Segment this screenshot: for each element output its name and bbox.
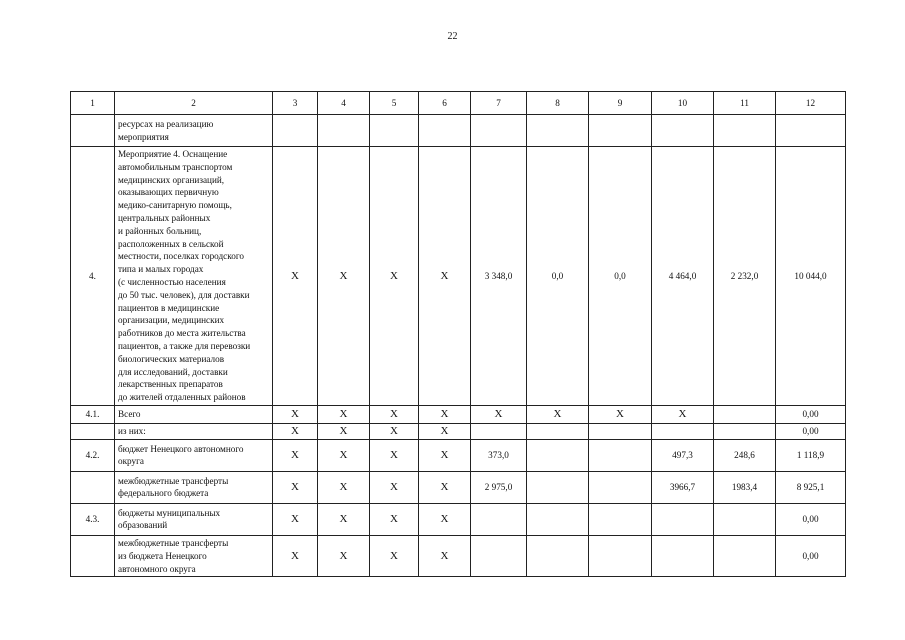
row-description-cell: межбюджетные трансферты федерального бюджета xyxy=(115,471,273,503)
value-cell: X xyxy=(273,405,318,423)
row-description-cell: бюджеты муниципальных образований xyxy=(115,503,273,535)
value-cell: 8 925,1 xyxy=(776,471,846,503)
row-number-cell: 4.1. xyxy=(71,405,115,423)
col-header: 11 xyxy=(714,92,776,115)
value-cell: X xyxy=(471,405,527,423)
value-cell xyxy=(714,405,776,423)
value-cell: 0,0 xyxy=(527,147,589,406)
row-number-cell: 4.3. xyxy=(71,503,115,535)
value-cell xyxy=(589,471,652,503)
value-cell: X xyxy=(318,439,370,471)
value-cell: X xyxy=(318,471,370,503)
value-cell: X xyxy=(370,471,419,503)
header-row xyxy=(71,92,846,115)
value-cell: X xyxy=(419,471,471,503)
value-cell xyxy=(589,115,652,147)
value-cell: 1 118,9 xyxy=(776,439,846,471)
value-cell: X xyxy=(318,503,370,535)
value-cell: 2 975,0 xyxy=(471,471,527,503)
table-row xyxy=(71,439,846,471)
table-row xyxy=(71,423,846,439)
col-header: 2 xyxy=(115,92,273,115)
value-cell xyxy=(714,503,776,535)
value-cell: X xyxy=(419,439,471,471)
value-cell: X xyxy=(370,405,419,423)
value-cell xyxy=(589,535,652,576)
value-cell xyxy=(589,439,652,471)
value-cell xyxy=(652,423,714,439)
col-header: 12 xyxy=(776,92,846,115)
row-number-cell xyxy=(71,471,115,503)
value-cell xyxy=(714,423,776,439)
value-cell xyxy=(471,535,527,576)
value-cell: 0,0 xyxy=(589,147,652,406)
col-header: 5 xyxy=(370,92,419,115)
value-cell: X xyxy=(419,405,471,423)
row-number-cell: 4. xyxy=(71,147,115,406)
value-cell: 0,00 xyxy=(776,503,846,535)
row-description-cell: межбюджетные трансферты из бюджета Ненецкого автономного округа xyxy=(115,535,273,576)
value-cell: X xyxy=(370,147,419,406)
value-cell xyxy=(589,503,652,535)
value-cell xyxy=(589,423,652,439)
value-cell: X xyxy=(273,503,318,535)
value-cell: 373,0 xyxy=(471,439,527,471)
value-cell: X xyxy=(273,439,318,471)
value-cell: X xyxy=(318,147,370,406)
row-number-cell xyxy=(71,535,115,576)
value-cell: 4 464,0 xyxy=(652,147,714,406)
value-cell xyxy=(652,503,714,535)
value-cell xyxy=(527,535,589,576)
row-description-cell: Всего xyxy=(115,405,273,423)
value-cell: 497,3 xyxy=(652,439,714,471)
col-header: 9 xyxy=(589,92,652,115)
col-header: 10 xyxy=(652,92,714,115)
value-cell: 248,6 xyxy=(714,439,776,471)
value-cell: X xyxy=(318,423,370,439)
value-cell xyxy=(471,503,527,535)
value-cell: X xyxy=(370,423,419,439)
value-cell xyxy=(714,535,776,576)
value-cell xyxy=(370,115,419,147)
value-cell: X xyxy=(527,405,589,423)
col-header: 3 xyxy=(273,92,318,115)
value-cell xyxy=(471,115,527,147)
row-description-cell: бюджет Ненецкого автономного округа xyxy=(115,439,273,471)
value-cell: 1983,4 xyxy=(714,471,776,503)
value-cell xyxy=(527,439,589,471)
row-description-cell: Мероприятие 4. Оснащение автомобильным транспортом медицинских организаций, оказывающих первичную медико-санитарную помощь, центральных районных и районных больниц, расположенных в сельской местности, поселках городского типа и малых городах (с численностью населения до 50 тыс. человек), для доставки пациентов в медицинские организации, медицинских работников до места жительства пациентов, а также для перевозки биологических материалов для исследований, доставки лекарственных препаратов до жителей отдаленных районов xyxy=(115,147,273,406)
page-number: 22 xyxy=(447,31,458,42)
value-cell: X xyxy=(318,405,370,423)
value-cell: 0,00 xyxy=(776,405,846,423)
table-row xyxy=(71,115,846,147)
col-header: 6 xyxy=(419,92,471,115)
row-description-cell: из них: xyxy=(115,423,273,439)
value-cell: X xyxy=(370,535,419,576)
row-description-cell: ресурсах на реализацию мероприятия xyxy=(115,115,273,147)
value-cell: 0,00 xyxy=(776,535,846,576)
row-number-cell xyxy=(71,423,115,439)
col-header: 4 xyxy=(318,92,370,115)
value-cell: X xyxy=(419,535,471,576)
value-cell: 3966,7 xyxy=(652,471,714,503)
table-row xyxy=(71,405,846,423)
value-cell: X xyxy=(652,405,714,423)
value-cell xyxy=(527,115,589,147)
value-cell xyxy=(318,115,370,147)
value-cell: 10 044,0 xyxy=(776,147,846,406)
col-header: 1 xyxy=(71,92,115,115)
value-cell: X xyxy=(273,423,318,439)
value-cell xyxy=(776,115,846,147)
value-cell: X xyxy=(589,405,652,423)
value-cell: X xyxy=(273,471,318,503)
col-header: 7 xyxy=(471,92,527,115)
value-cell xyxy=(273,115,318,147)
value-cell: X xyxy=(273,147,318,406)
budget-table xyxy=(70,91,846,577)
table-row xyxy=(71,535,846,576)
value-cell: X xyxy=(370,503,419,535)
value-cell xyxy=(652,115,714,147)
value-cell: X xyxy=(419,423,471,439)
value-cell xyxy=(527,503,589,535)
value-cell xyxy=(527,471,589,503)
value-cell: X xyxy=(370,439,419,471)
value-cell xyxy=(419,115,471,147)
table-row xyxy=(71,147,846,406)
row-number-cell xyxy=(71,115,115,147)
value-cell xyxy=(527,423,589,439)
value-cell: X xyxy=(419,147,471,406)
col-header: 8 xyxy=(527,92,589,115)
row-number-cell: 4.2. xyxy=(71,439,115,471)
value-cell: X xyxy=(419,503,471,535)
value-cell xyxy=(714,115,776,147)
value-cell xyxy=(652,535,714,576)
table-row xyxy=(71,503,846,535)
value-cell xyxy=(471,423,527,439)
table-row xyxy=(71,471,846,503)
value-cell: X xyxy=(318,535,370,576)
value-cell: X xyxy=(273,535,318,576)
value-cell: 0,00 xyxy=(776,423,846,439)
value-cell: 2 232,0 xyxy=(714,147,776,406)
value-cell: 3 348,0 xyxy=(471,147,527,406)
